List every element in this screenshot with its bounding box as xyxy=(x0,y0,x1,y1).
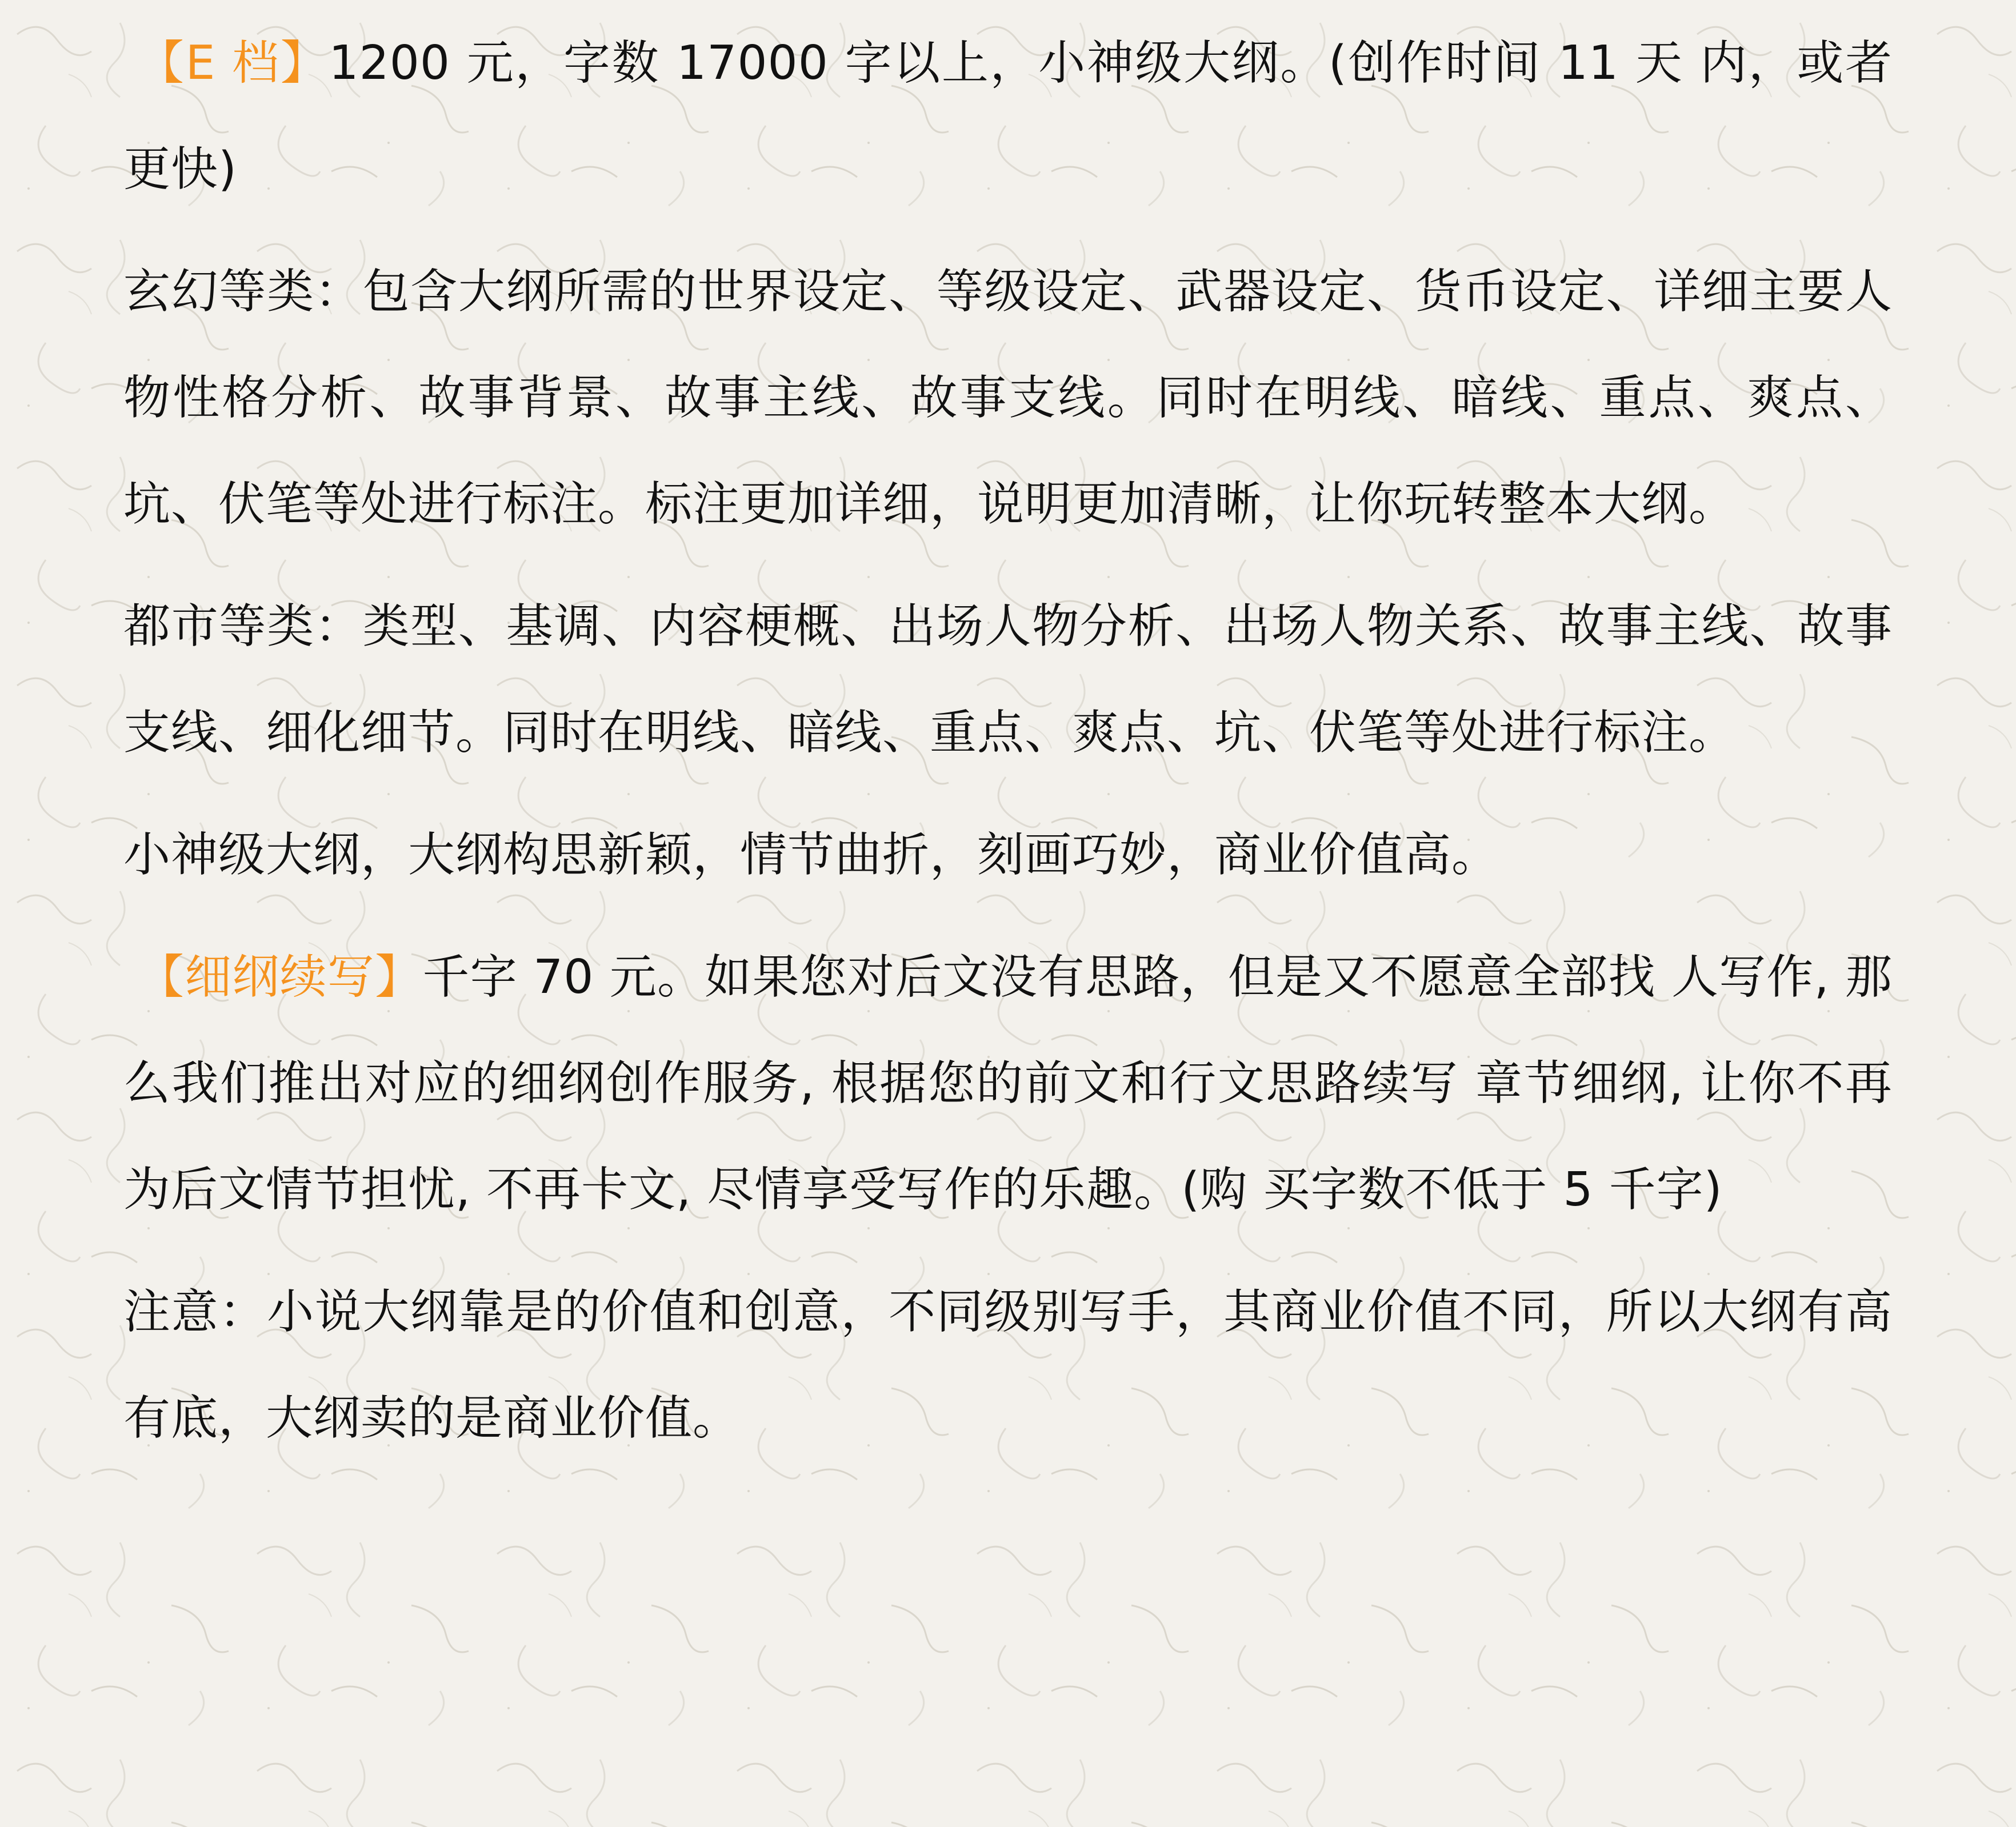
tier-e-paragraph xyxy=(123,10,1893,223)
article-content xyxy=(123,10,1893,1488)
tier-e-text: 1200 元，字数 17000 字以上，小神级大纲。(创作时间 11 天 内，或者更快) xyxy=(123,36,1893,197)
xuanhuan-paragraph: 玄幻等类：包含大纲所需的世界设定、等级设定、武器设定、货币设定、详细主要人物性格分析、故事背景、故事主线、故事支线。同时在明线、暗线、重点、爽点、坑、伏笔等处进行标注。标注更加详细，说明更加清晰，让你玩转整本大纲。 xyxy=(123,265,1893,531)
continuation-paragraph xyxy=(123,924,1893,1243)
summary-paragraph: 小神级大纲，大纲构思新颖，情节曲折，刻画巧妙，商业价值高。 xyxy=(123,828,1499,882)
continuation-tag: 【细纲续写】 xyxy=(137,950,423,1004)
dushi-paragraph: 都市等类：类型、基调、内容梗概、出场人物分析、出场人物关系、故事主线、故事支线、细化细节。同时在明线、暗线、重点、爽点、坑、伏笔等处进行标注。 xyxy=(123,599,1893,760)
continuation-text: 千字 70 元。如果您对后文没有思路，但是又不愿意全部找 人写作, 那么我们推出对应的细纲创作服务, 根据您的前文和行文思路续写 章节细纲, 让你不再为后文情节担忧, 不再卡文, 尽情享受写作的乐趣。(购 买字数不低于 5 千字) xyxy=(123,950,1893,1217)
tier-e-tag: 【E 档】 xyxy=(137,36,329,90)
note-paragraph: 注意：小说大纲靠是的价值和创意，不同级别写手，其商业价值不同，所以大纲有高有底，大纲卖的是商业价值。 xyxy=(123,1285,1893,1445)
